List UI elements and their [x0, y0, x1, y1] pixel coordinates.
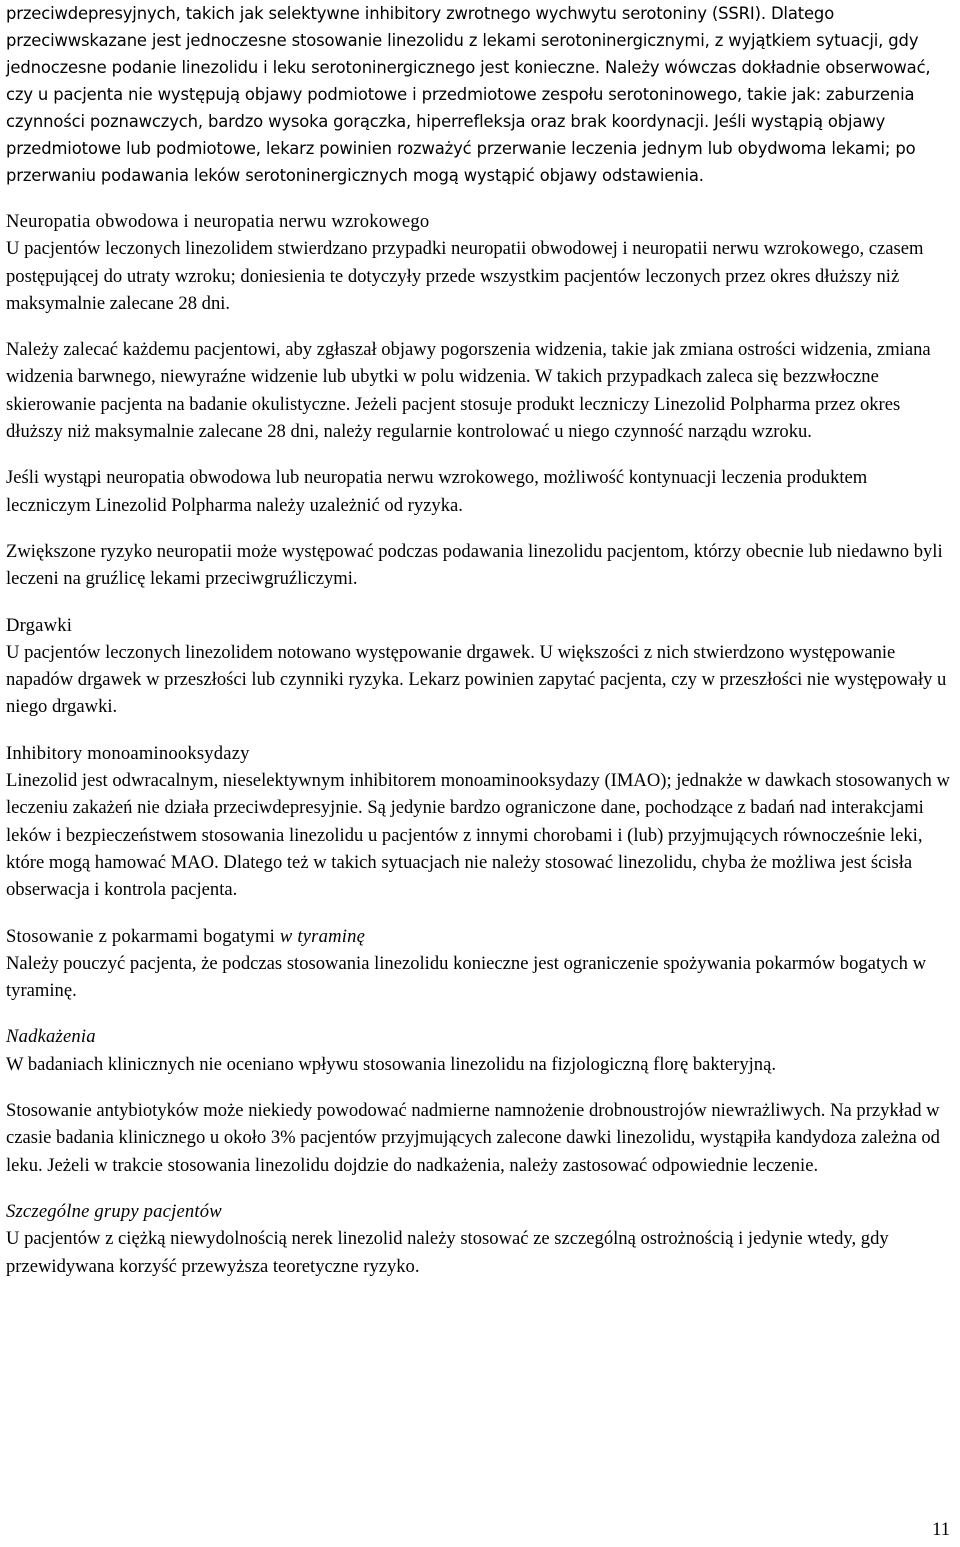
neuropathy-heading: Neuropatia obwodowa i neuropatia nerwu wzrokowego: [6, 211, 430, 232]
neuropathy-paragraph-4: Zwiększone ryzyko neuropatii może występować podczas podawania linezolidu pacjentom, którzy obecnie lub niedawno byli leczeni na gruźlicę lekami przeciwgruźliczymi.: [6, 540, 943, 590]
tyramine-heading-italic: w tyraminę: [279, 925, 366, 947]
seizures-paragraph: U pacjentów leczonych linezolidem notowano występowanie drgawek. U większości z nich stwierdzono występowanie napadów drgawek w przeszłości lub czynniki ryzyka. Lekarz powinien zapytać pacjenta, czy w przeszłości nie występowały u niego drgawki.: [6, 641, 947, 718]
special-groups-heading: Szczególne grupy pacjentów: [6, 1200, 222, 1222]
tyramine-heading-plain: Stosowanie z pokarmami bogatymi: [6, 925, 280, 947]
superinfection-paragraph-1: W badaniach klinicznych nie oceniano wpływu stosowania linezolidu na fizjologiczną florę bakteryjną.: [6, 1053, 776, 1075]
document-page: [6, 0, 952, 1280]
special-groups-paragraph: U pacjentów z ciężką niewydolnością nerek linezolid należy stosować ze szczególną ostrożnością i jedynie wtedy, gdy przewidywana korzyść przewyższa teoretyczne ryzyko.: [6, 1228, 889, 1277]
tyramine-paragraph: Należy pouczyć pacjenta, że podczas stosowania linezolidu konieczne jest ograniczenie spożywania pokarmów bogatych w tyraminę.: [6, 952, 927, 1002]
mao-heading: Inhibitory monoaminooksydazy: [6, 742, 250, 764]
tyramine-heading: [6, 923, 952, 950]
neuropathy-paragraph-2: Należy zalecać każdemu pacjentowi, aby zgłaszał objawy pogorszenia widzenia, takie jak zmiana ostrości widzenia, zmiana widzenia barwnego, niewyraźne widzenie lub ubytki w polu widzenia. W takich przypadkach zaleca się bezzwłoczne skierowanie pacjenta na badanie okulistyczne. Jeżeli pacjent stosuje produkt leczniczy Linezolid Polpharma przez okres dłuższy niż maksymalnie zalecane 28 dni, należy regularnie kontrolować u niego czynność narządu wzroku.: [6, 339, 931, 443]
page-number: 11: [932, 1519, 950, 1540]
serotonin-paragraph: przeciwdepresyjnych, takich jak selektywne inhibitory zwrotnego wychwytu serotoniny (SSRI). Dlatego przeciwwskazane jest jednoczesne stosowanie linezolidu z lekami serotoninergicznymi, z wyjątkiem sytuacji, gdy jednoczesne podanie linezolidu i leku serotoninergicznego jest konieczne. Należy wówczas dokładnie obserwować, czy u pacjenta nie występują objawy podmiotowe i przedmiotowe zespołu serotoninowego, takie jak: zaburzenia czynności poznawczych, bardzo wysoka gorączka, hiperrefleksja oraz brak koordynacji. Jeśli wystąpią objawy przedmiotowe lub podmiotowe, lekarz powinien rozważyć przerwanie leczenia jednym lub obydwoma lekami; po przerwaniu podawania leków serotoninergicznych mogą wystąpić objawy odstawienia.: [6, 4, 931, 185]
neuropathy-paragraph-3: Jeśli wystąpi neuropatia obwodowa lub neuropatia nerwu wzrokowego, możliwość kontynuacji leczenia produktem leczniczym Linezolid Polpharma należy uzależnić od ryzyka.: [6, 467, 868, 516]
mao-paragraph: Linezolid jest odwracalnym, nieselektywnym inhibitorem monoaminooksydazy (IMAO); jednakże w dawkach stosowanych w leczeniu zakażeń nie działa przeciwdepresyjnie. Są jedynie bardzo ograniczone dane, pochodzące z badań nad interakcjami leków i bezpieczeństwem stosowania linezolidu u pacjentów z innymi chorobami i (lub) przyjmujących równocześnie leki, które mogą hamować MAO. Dlatego też w takich sytuacjach nie należy stosować linezolidu, chyba że możliwa jest ścisła obserwacja i kontrola pacjenta.: [6, 770, 950, 901]
superinfection-heading: Nadkażenia: [6, 1026, 96, 1048]
superinfection-paragraph-2: Stosowanie antybiotyków może niekiedy powodować nadmierne namnożenie drobnoustrojów niewrażliwych. Na przykład w czasie badania klinicznego u około 3% pacjentów przyjmujących zalecone dawki linezolidu, wystąpiła kandydoza zależna od leku. Jeżeli w trakcie stosowania linezolidu dojdzie do nadkażenia, należy zastosować odpowiednie leczenie.: [6, 1100, 940, 1176]
seizures-heading: Drgawki: [6, 614, 73, 636]
neuropathy-paragraph-1: U pacjentów leczonych linezolidem stwierdzano przypadki neuropatii obwodowej i neuropatii nerwu wzrokowego, czasem postępującej do utraty wzroku; doniesienia te dotyczyły przede wszystkim pacjentów leczonych przez okres dłuższy niż maksymalnie zalecane 28 dni.: [6, 238, 924, 314]
